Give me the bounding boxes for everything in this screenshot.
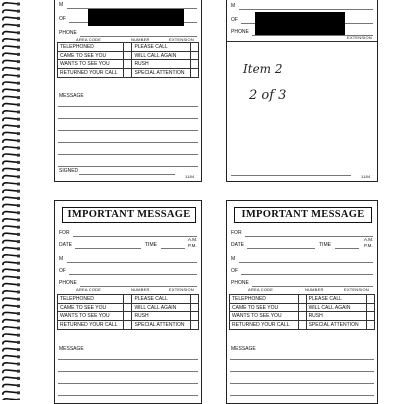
binding-hole	[17, 348, 20, 351]
binding-hole	[17, 89, 20, 92]
telephoned-label: TELEPHONED	[230, 295, 299, 304]
time-label: TIME	[319, 242, 331, 248]
spiral-coil	[3, 377, 19, 380]
rush-label: RUSH	[132, 312, 191, 321]
binding-hole	[17, 334, 20, 337]
spiral-coil	[3, 276, 19, 279]
binding-hole	[17, 283, 20, 286]
please-call-label: PLEASE CALL	[132, 43, 191, 52]
binding-hole	[17, 118, 20, 121]
ruled-line	[58, 118, 198, 119]
ruled-line	[58, 383, 198, 384]
spiral-coil	[3, 168, 19, 171]
came-to-see-label: CAME TO SEE YOU	[58, 303, 124, 312]
phone-label: PHONE	[59, 30, 77, 36]
checkbox-grid	[57, 42, 199, 78]
wants-to-see-checkbox[interactable]	[298, 312, 306, 321]
spiral-coil	[3, 305, 19, 308]
binding-hole	[17, 24, 20, 27]
spiral-coil	[3, 384, 19, 387]
ruled-line	[58, 154, 198, 155]
extension-label: EXTENSION	[169, 37, 194, 42]
table-row	[58, 43, 199, 52]
spiral-coil	[3, 334, 19, 337]
binding-hole	[17, 305, 20, 308]
came-to-see-label: CAME TO SEE YOU	[58, 51, 124, 60]
wants-to-see-checkbox[interactable]	[124, 312, 132, 321]
date-label: DATE	[231, 242, 244, 248]
time-line	[335, 248, 359, 249]
message-label: MESSAGE	[231, 346, 256, 352]
spiral-coil	[3, 53, 19, 56]
spiral-coil	[3, 176, 19, 179]
ruled-line	[58, 106, 198, 107]
wants-to-see-label: WANTS TO SEE YOU	[230, 312, 299, 321]
binding-hole	[17, 269, 20, 272]
checkbox-grid	[229, 294, 375, 330]
binding-hole	[17, 75, 20, 78]
ruled-line	[230, 371, 374, 372]
area-code-label: AREA CODE	[76, 287, 102, 292]
message-slip-top-left	[54, 0, 202, 182]
will-call-again-checkbox[interactable]	[367, 303, 375, 312]
slip-title: IMPORTANT MESSAGE	[62, 207, 196, 223]
of-label: OF	[59, 268, 66, 274]
binding-hole	[17, 363, 20, 366]
ruled-line	[58, 395, 198, 396]
came-to-see-checkbox[interactable]	[298, 303, 306, 312]
spiral-coil	[3, 17, 19, 20]
table-row	[58, 312, 199, 321]
binding-hole	[17, 53, 20, 56]
will-call-again-label: WILL CALL AGAIN	[132, 303, 191, 312]
m-line	[239, 262, 373, 263]
of-label: OF	[59, 16, 66, 22]
table-row	[58, 60, 199, 69]
spiral-coil	[3, 118, 19, 121]
spiral-coil	[3, 190, 19, 193]
telephoned-checkbox[interactable]	[124, 43, 132, 52]
table-row	[230, 303, 375, 312]
returned-call-checkbox[interactable]	[124, 69, 132, 78]
spiral-binding	[0, 0, 22, 400]
binding-hole	[17, 17, 20, 20]
special-attention-label: SPECIAL ATTENTION	[132, 321, 191, 330]
binding-hole	[17, 147, 20, 150]
binding-hole	[17, 31, 20, 34]
binding-hole	[17, 226, 20, 229]
binding-hole	[17, 240, 20, 243]
binding-hole	[17, 10, 20, 13]
telephoned-label: TELEPHONED	[58, 43, 124, 52]
signed-line	[79, 174, 175, 175]
redaction-box	[88, 9, 184, 26]
m-label: M	[59, 2, 64, 8]
spiral-coil	[3, 82, 19, 85]
rush-checkbox[interactable]	[367, 312, 375, 321]
spiral-coil	[3, 341, 19, 344]
number-label: NUMBER	[305, 287, 324, 292]
binding-hole	[17, 67, 20, 70]
spiral-coil	[3, 104, 19, 107]
wants-to-see-checkbox[interactable]	[124, 60, 132, 69]
handwritten-page: 2 of 3	[249, 88, 287, 103]
please-call-checkbox[interactable]	[191, 295, 199, 304]
spiral-coil	[3, 248, 19, 251]
m-line	[67, 262, 197, 263]
will-call-again-label: WILL CALL AGAIN	[306, 303, 366, 312]
time-label: TIME	[145, 242, 157, 248]
spiral-coil	[3, 24, 19, 27]
binding-hole	[17, 391, 20, 394]
spiral-coil	[3, 96, 19, 99]
table-row	[58, 303, 199, 312]
form-number: 1184	[361, 174, 371, 179]
binding-hole	[17, 247, 20, 250]
message-lines	[58, 352, 198, 402]
spiral-coil	[3, 3, 19, 6]
wants-to-see-label: WANTS TO SEE YOU	[58, 60, 124, 69]
spiral-coil	[3, 291, 19, 294]
rush-checkbox[interactable]	[191, 312, 199, 321]
binding-hole	[17, 3, 20, 6]
spiral-coil	[3, 197, 19, 200]
spiral-coil	[3, 111, 19, 114]
spiral-coil	[3, 363, 19, 366]
special-attention-checkbox[interactable]	[191, 321, 199, 330]
spiral-coil	[3, 183, 19, 186]
extension-label: EXTENSION	[169, 287, 194, 292]
binding-hole	[17, 82, 20, 85]
m-label: M	[231, 3, 236, 9]
binding-hole	[17, 132, 20, 135]
spiral-coil	[3, 240, 19, 243]
message-lines	[230, 352, 374, 402]
for-label: FOR	[231, 230, 242, 236]
for-line	[73, 236, 197, 237]
binding-hole	[17, 103, 20, 106]
binding-hole	[17, 341, 20, 344]
binding-hole	[17, 183, 20, 186]
binding-hole	[17, 377, 20, 380]
form-number: 1184	[185, 174, 195, 179]
ruled-line	[58, 359, 198, 360]
handwritten-item: Item 2	[243, 62, 283, 76]
spiral-coil	[3, 327, 19, 330]
rush-checkbox[interactable]	[191, 60, 199, 69]
returned-call-label: RETURNED YOUR CALL	[58, 321, 124, 330]
message-slip-bottom-right	[226, 200, 378, 404]
returned-call-label: RETURNED YOUR CALL	[58, 69, 124, 78]
please-call-label: PLEASE CALL	[132, 295, 191, 304]
special-attention-checkbox[interactable]	[191, 69, 199, 78]
spiral-coil	[3, 262, 19, 265]
spiral-coil	[3, 147, 19, 150]
spiral-coil	[3, 370, 19, 373]
binding-hole	[17, 190, 20, 193]
message-lines	[58, 99, 198, 169]
binding-hole	[17, 139, 20, 142]
will-call-again-checkbox[interactable]	[191, 51, 199, 60]
spiral-coil	[3, 154, 19, 157]
spiral-coil	[3, 298, 19, 301]
special-attention-label: SPECIAL ATTENTION	[132, 69, 191, 78]
please-call-label: PLEASE CALL	[306, 295, 366, 304]
area-code-label: AREA CODE	[76, 37, 102, 42]
table-row	[58, 69, 199, 78]
for-line	[245, 236, 373, 237]
spiral-coil	[3, 10, 19, 13]
binding-hole	[17, 291, 20, 294]
number-label: NUMBER	[131, 287, 150, 292]
number-label: NUMBER	[131, 37, 150, 42]
will-call-again-label: WILL CALL AGAIN	[132, 51, 191, 60]
table-row	[58, 51, 199, 60]
spiral-coil	[3, 140, 19, 143]
of-line	[241, 274, 373, 275]
telephoned-checkbox[interactable]	[298, 295, 306, 304]
spiral-coil	[3, 226, 19, 229]
returned-call-checkbox[interactable]	[298, 321, 306, 330]
rush-label: RUSH	[306, 312, 366, 321]
binding-hole	[17, 197, 20, 200]
binding-hole	[17, 312, 20, 315]
spiral-coil	[3, 320, 19, 323]
special-attention-label: SPECIAL ATTENTION	[306, 321, 366, 330]
date-line	[75, 248, 141, 249]
binding-hole	[17, 276, 20, 279]
spiral-coil	[3, 348, 19, 351]
ruled-line	[58, 371, 198, 372]
binding-hole	[17, 46, 20, 49]
binding-hole	[17, 355, 20, 358]
spiral-coil	[3, 125, 19, 128]
binding-hole	[17, 111, 20, 114]
spiral-coil	[3, 392, 19, 395]
m-label: M	[231, 256, 236, 262]
spiral-coil	[3, 161, 19, 164]
ruled-line	[58, 142, 198, 143]
binding-hole	[17, 219, 20, 222]
binding-hole	[17, 175, 20, 178]
binding-hole	[17, 168, 20, 171]
binding-hole	[17, 204, 20, 207]
am-label: A.M.	[364, 237, 374, 242]
spiral-coil	[3, 212, 19, 215]
m-line	[239, 9, 373, 10]
spiral-coil	[3, 204, 19, 207]
date-line	[247, 248, 315, 249]
extension-label: EXTENSION	[344, 287, 369, 292]
telephoned-checkbox[interactable]	[124, 295, 132, 304]
ruled-line	[230, 383, 374, 384]
phone-label: PHONE	[231, 280, 249, 286]
binding-hole	[17, 96, 20, 99]
spiral-coil	[3, 269, 19, 272]
spiral-coil	[3, 60, 19, 63]
table-row	[230, 312, 375, 321]
table-row	[58, 295, 199, 304]
spiral-coil	[3, 89, 19, 92]
table-row	[230, 295, 375, 304]
binding-hole	[17, 319, 20, 322]
spiral-coil	[3, 284, 19, 287]
ruled-line	[230, 395, 374, 396]
message-label: MESSAGE	[59, 93, 84, 99]
pm-label: P.M.	[188, 243, 197, 248]
slip-title: IMPORTANT MESSAGE	[234, 207, 372, 223]
ruled-line	[58, 166, 198, 167]
date-label: DATE	[59, 242, 72, 248]
binding-hole	[17, 298, 20, 301]
spiral-coil	[3, 46, 19, 49]
spiral-coil	[3, 39, 19, 42]
message-label: MESSAGE	[59, 346, 84, 352]
table-row	[230, 321, 375, 330]
binding-hole	[17, 370, 20, 373]
special-attention-checkbox[interactable]	[367, 321, 375, 330]
am-label: A.M.	[188, 237, 198, 242]
telephoned-label: TELEPHONED	[58, 295, 124, 304]
please-call-checkbox[interactable]	[367, 295, 375, 304]
spiral-coil	[3, 132, 19, 135]
m-label: M	[59, 256, 64, 262]
will-call-again-checkbox[interactable]	[191, 303, 199, 312]
spiral-coil	[3, 255, 19, 258]
returned-call-label: RETURNED YOUR CALL	[230, 321, 299, 330]
of-label: OF	[231, 17, 238, 23]
spiral-coil	[3, 68, 19, 71]
table-row	[58, 321, 199, 330]
for-label: FOR	[59, 230, 70, 236]
spiral-coil	[3, 32, 19, 35]
extension-label: EXTENSION	[347, 35, 372, 40]
rush-label: RUSH	[132, 60, 191, 69]
returned-call-checkbox[interactable]	[124, 321, 132, 330]
signed-label: SIGNED	[59, 168, 79, 174]
binding-hole	[17, 161, 20, 164]
of-label: OF	[231, 268, 238, 274]
spiral-coil	[3, 219, 19, 222]
signed-line	[231, 175, 351, 176]
table-top-line	[227, 41, 378, 42]
area-code-label: AREA CODE	[248, 287, 274, 292]
wants-to-see-label: WANTS TO SEE YOU	[58, 312, 124, 321]
binding-hole	[17, 327, 20, 330]
phone-label: PHONE	[59, 280, 77, 286]
binding-hole	[17, 154, 20, 157]
phone-label: PHONE	[231, 29, 249, 35]
message-slip-bottom-left	[54, 200, 202, 404]
message-slip-top-right	[226, 0, 378, 182]
please-call-checkbox[interactable]	[191, 43, 199, 52]
came-to-see-checkbox[interactable]	[124, 51, 132, 60]
ruled-line	[58, 130, 198, 131]
spiral-coil	[3, 233, 19, 236]
binding-hole	[17, 125, 20, 128]
binding-hole	[17, 233, 20, 236]
pm-label: P.M.	[364, 243, 373, 248]
time-line	[161, 248, 185, 249]
binding-hole	[17, 60, 20, 63]
spiral-coil	[3, 356, 19, 359]
binding-hole	[17, 211, 20, 214]
came-to-see-label: CAME TO SEE YOU	[230, 303, 299, 312]
ruled-line	[230, 359, 374, 360]
checkbox-grid	[57, 294, 199, 330]
came-to-see-checkbox[interactable]	[124, 303, 132, 312]
redaction-box	[255, 12, 345, 35]
binding-hole	[17, 384, 20, 387]
binding-hole	[17, 39, 20, 42]
binding-hole	[17, 262, 20, 265]
binding-hole	[17, 255, 20, 258]
spiral-coil	[3, 312, 19, 315]
spiral-coil	[3, 75, 19, 78]
of-line	[69, 274, 197, 275]
